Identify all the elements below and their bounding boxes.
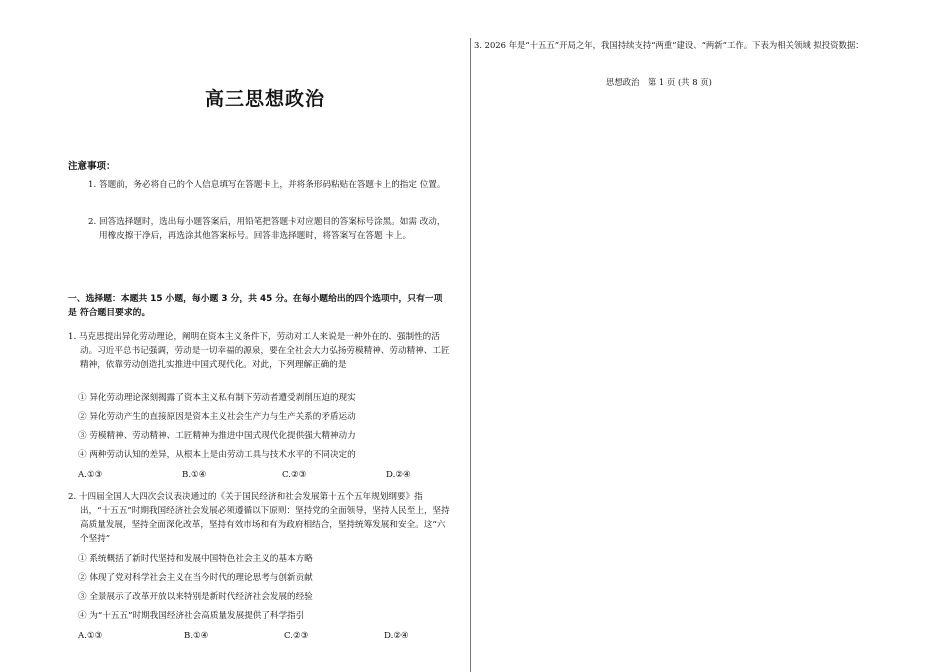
- choice-b: B.①④: [184, 631, 209, 641]
- question-2: [68, 490, 452, 546]
- choice-d: D.②④: [384, 631, 409, 641]
- question-option: ① 异化劳动理论深刻揭露了资本主义私有制下劳动者遭受剥削压迫的现实: [78, 393, 356, 403]
- answer-choices: [78, 629, 458, 643]
- notice-item-text: 答题前，务必将自己的个人信息填写在答题卡上，并将条形码粘贴在答题卡上的指定 位置。: [99, 180, 446, 190]
- choice-c: C.②③: [284, 631, 309, 641]
- page-footer: 思想政治 第 1 页 (共 8 页): [606, 77, 712, 87]
- question-stem: 3. 2026 年是“十五五”开局之年，我国持续支持“两重”建设、“两新”工作。下表为相关领域 拟投资数据：: [474, 40, 864, 50]
- question-option: ② 异化劳动产生的直接原因是资本主义社会生产力与生产关系的矛盾运动: [78, 412, 356, 422]
- notice-item-text: 回答选择题时，选出每小题答案后，用铅笔把答题卡对应题目的答案标号涂黑。如需 改动，用橡皮擦干净后，再选涂其他答案标号。回答非选择题时，将答案写在答题 卡上。: [99, 217, 446, 241]
- question-option: ④ 两种劳动认知的差异，从根本上是由劳动工具与技术水平的不同决定的: [78, 450, 356, 460]
- question-option: ① 系统概括了新时代坚持和发展中国特色社会主义的基本方略: [78, 554, 313, 564]
- notice-item-2: [88, 215, 448, 243]
- column-divider: [470, 38, 471, 672]
- page-title: 高三思想政治: [205, 88, 326, 110]
- choice-a: A.①③: [78, 470, 103, 480]
- choice-b: B.①④: [182, 470, 207, 480]
- question-option: ④ 为“十五五”时期我国经济社会高质量发展提供了科学指引: [78, 611, 305, 621]
- choice-c: C.②③: [282, 470, 307, 480]
- choice-d: D.②④: [386, 470, 411, 480]
- answer-choices: [78, 468, 458, 482]
- notice-item-1: [88, 178, 448, 192]
- notice-heading: 注意事项：: [68, 161, 116, 172]
- notice-item-number: 2.: [88, 217, 97, 227]
- notice-item-number: 1.: [88, 180, 97, 190]
- question-option: ③ 全景展示了改革开放以来特别是新时代经济社会发展的经验: [78, 592, 313, 602]
- question-3: [474, 38, 894, 53]
- question-1: [68, 330, 452, 372]
- question-option: ② 体现了党对科学社会主义在当今时代的理论思考与创新贡献: [78, 573, 313, 583]
- section-heading: [68, 292, 450, 320]
- choice-a: A.①③: [78, 631, 103, 641]
- question-stem: 1. 马克思提出异化劳动理论，阐明在资本主义条件下，劳动对工人来说是一种外在的、强制性的活动。习近平总书记强调，劳动是一切幸福的源泉，要在全社会大力弘扬劳模精神、劳动精神、工匠精神，依靠劳动创造扎实推进中国式现代化。对此，下列理解正确的是: [68, 332, 450, 370]
- question-stem: 2. 十四届全国人大四次会议表决通过的《关于国民经济和社会发展第十五个五年规划纲要》指出，“十五五”时期我国经济社会发展必须遵循以下原则：坚持党的全面领导，坚持人民至上，坚持高质量发展，坚持全面深化改革，坚持有效市场和有为政府相结合，坚持统筹发展和安全。这“六个坚持”: [68, 492, 450, 544]
- question-option: ③ 劳模精神、劳动精神、工匠精神为推进中国式现代化提供强大精神动力: [78, 431, 356, 441]
- section-heading-text: 一、选择题：本题共 15 小题，每小题 3 分，共 45 分。在每小题给出的四个选项中，只有一项是 符合题目要求的。: [68, 294, 443, 318]
